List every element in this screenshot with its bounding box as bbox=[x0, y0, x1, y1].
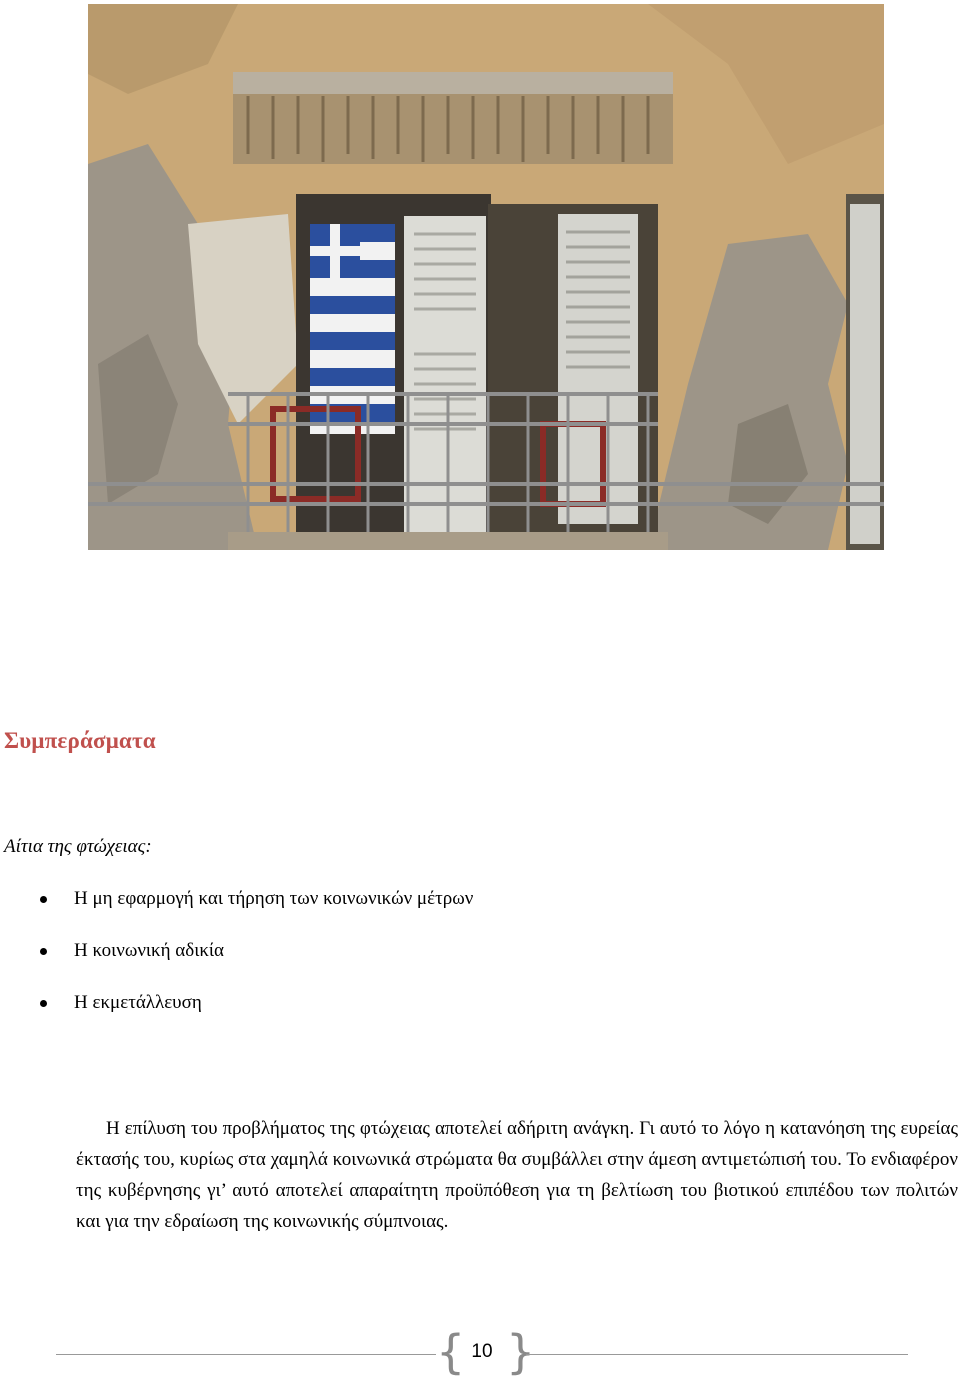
bullet-icon bbox=[40, 1000, 47, 1007]
list-item-text: Η μη εφαρμογή και τήρηση των κοινωνικών μέτρων bbox=[74, 888, 474, 909]
section-heading: Συμπεράσματα bbox=[4, 728, 156, 753]
footer-divider-right bbox=[526, 1354, 908, 1355]
bullet-icon bbox=[40, 896, 47, 903]
balcony-photo bbox=[88, 4, 884, 550]
list-item-text: Η κοινωνική αδικία bbox=[74, 940, 224, 961]
list-item bbox=[0, 937, 473, 989]
causes-subheading: Αίτια της φτώχειας: bbox=[4, 836, 152, 857]
balcony-photo-drawing bbox=[88, 4, 884, 550]
page-number: 10 bbox=[471, 1341, 493, 1362]
bullet-icon bbox=[40, 948, 47, 955]
footer-divider-left bbox=[56, 1354, 436, 1355]
conclusion-paragraph: Η επίλυση του προβλήματος της φτώχειας αποτελεί αδήριτη ανάγκη. Γι αυτό το λόγο η κατανόηση της ευρείας έκτασής του, κυρίως στα χαμηλά κοινωνικά στρώματα θα συμβάλλει στην άμεση αντιμετώπισή του. Το ενδιαφέρον της κυβέρνησης γι’ αυτό αποτελεί απαραίτητη προϋπόθεση για τη βελτίωση του βιοτικού επιπέδου των πολιτών και για την εδραίωση της κοινωνικής σύμπνοιας. bbox=[76, 1118, 958, 1232]
list-item bbox=[0, 989, 473, 1041]
list-item bbox=[0, 885, 473, 937]
list-item-text: Η εκμετάλλευση bbox=[74, 992, 202, 1013]
footer-left-brace: { bbox=[436, 1325, 466, 1379]
causes-list bbox=[0, 885, 473, 1041]
footer-right-brace: } bbox=[506, 1325, 536, 1379]
